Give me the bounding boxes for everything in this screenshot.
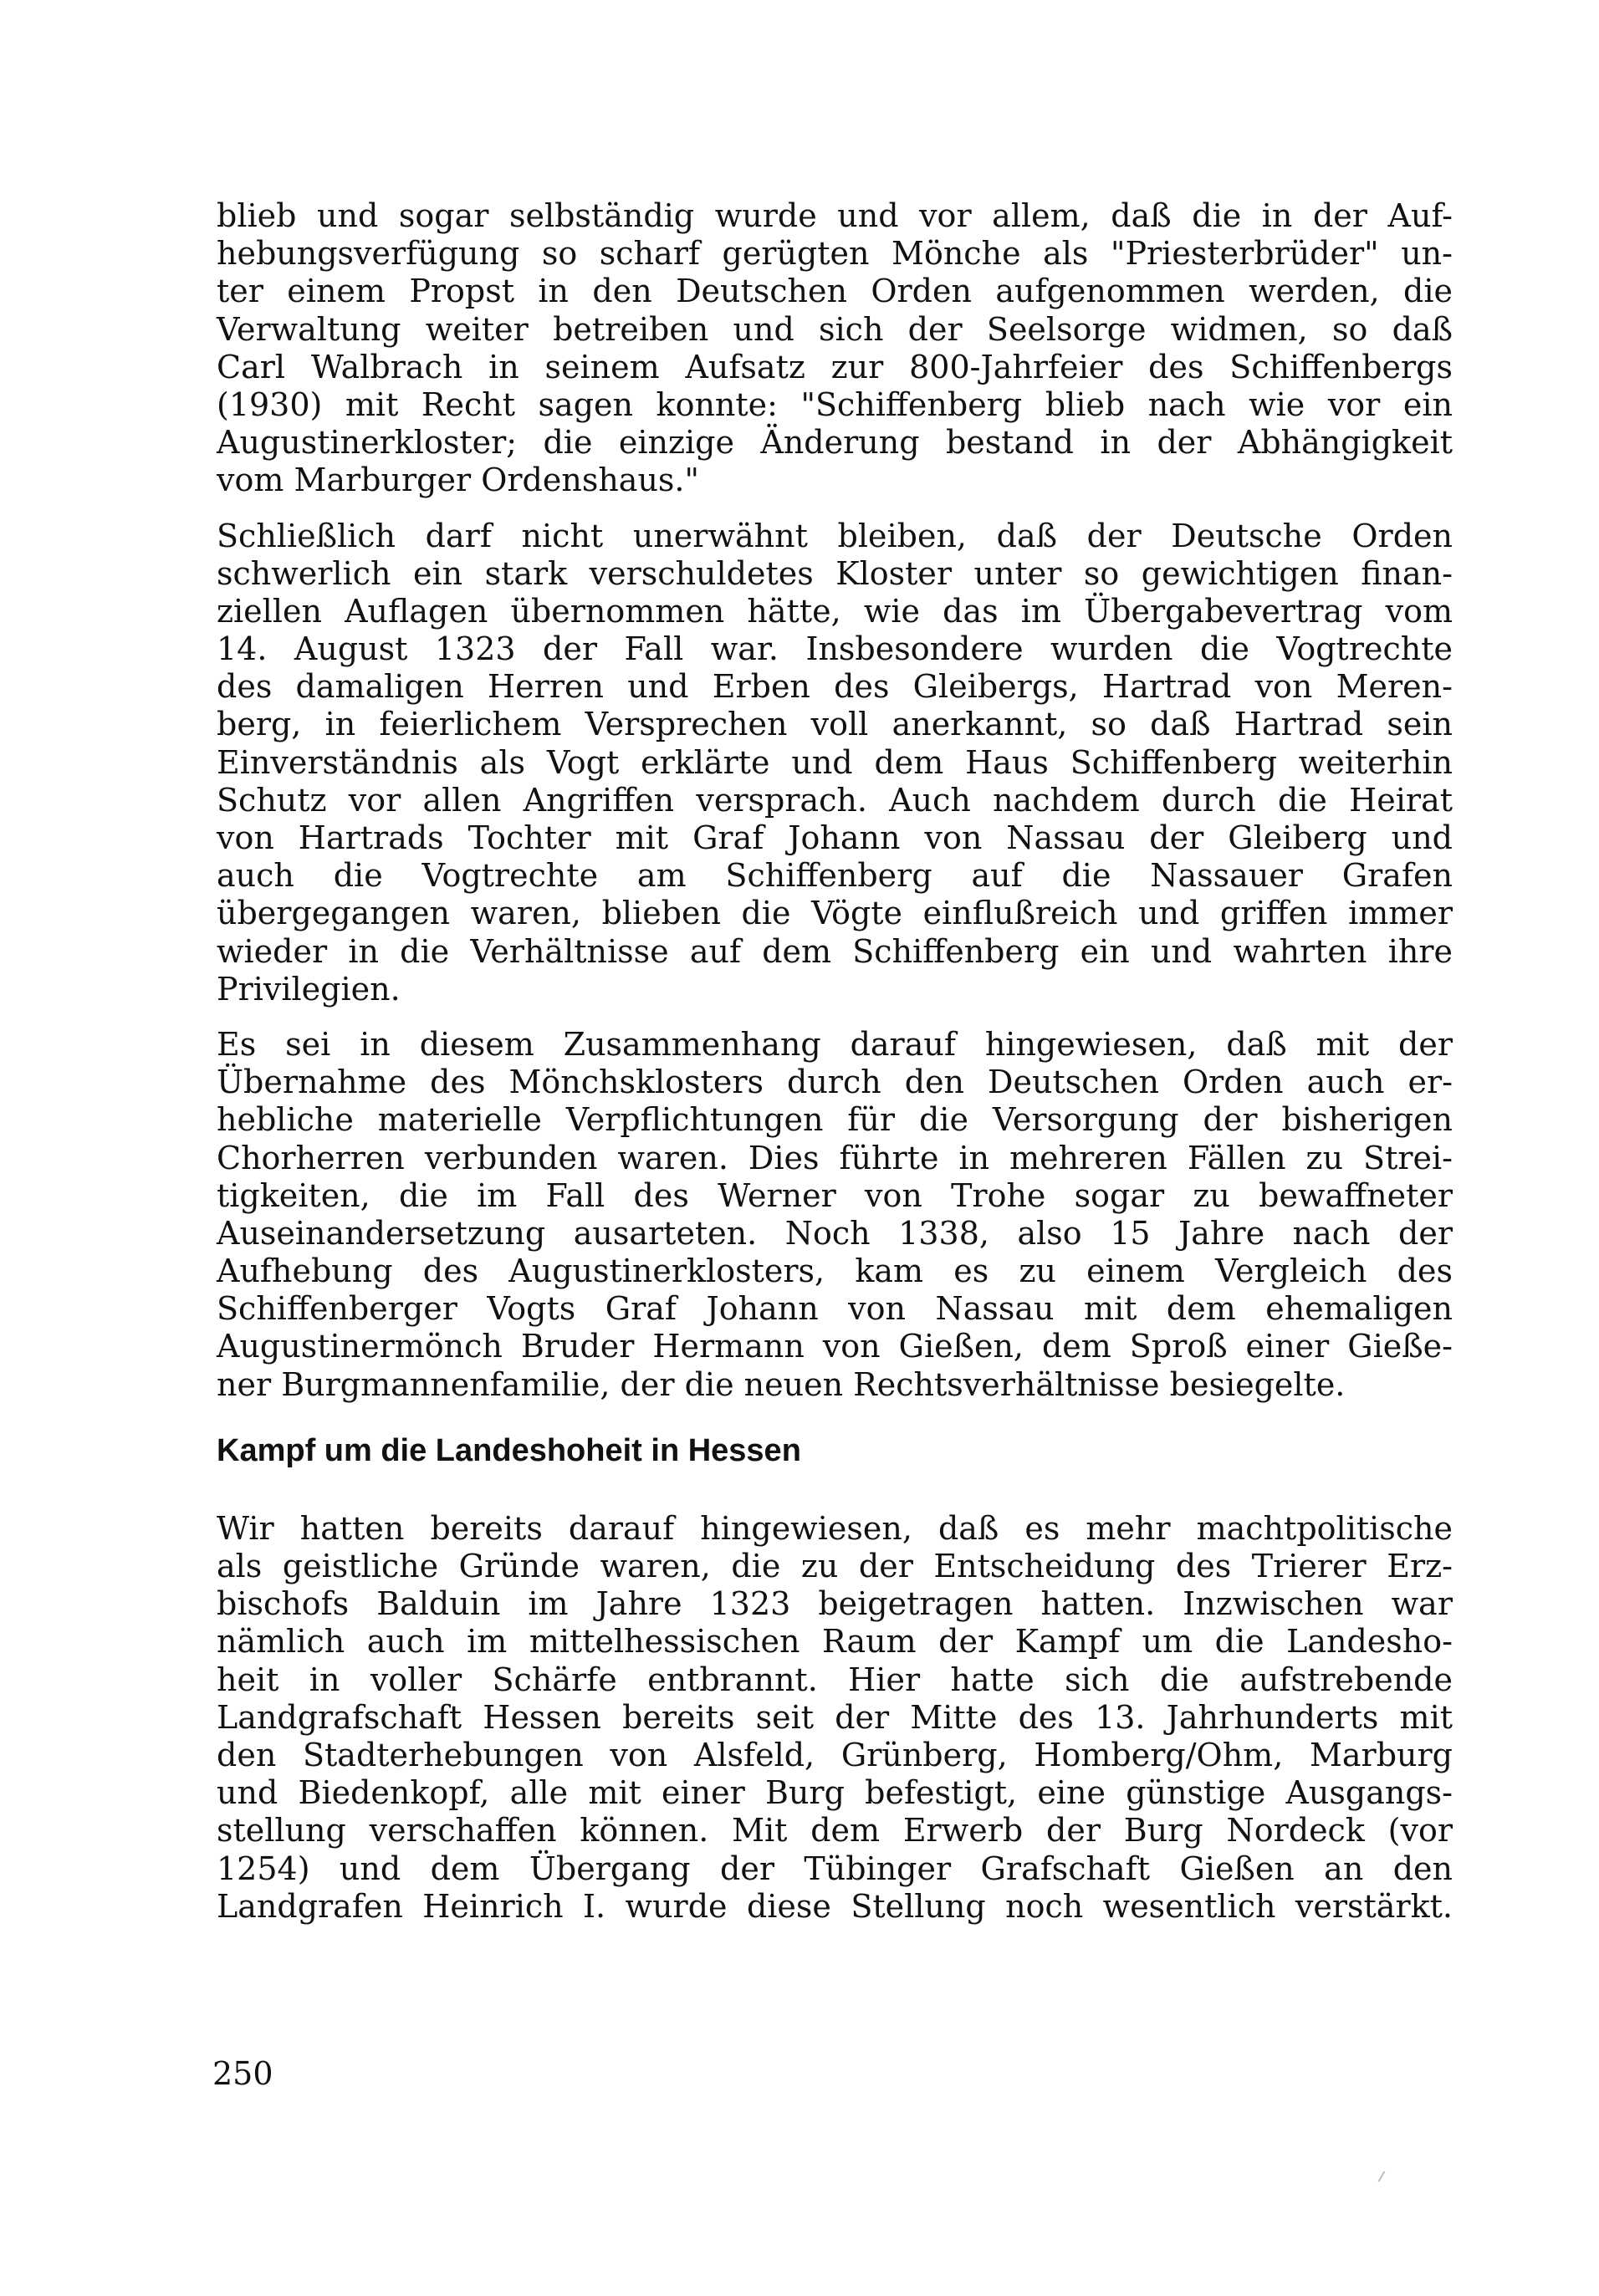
section-heading: Kampf um die Landeshoheit in Hessen xyxy=(217,1432,801,1468)
scan-speck xyxy=(1378,2171,1386,2181)
text-line: Verwaltung weiter betreiben und sich der Seelsorge widmen, so daß xyxy=(217,310,1453,348)
text-line: Augustinermönch Bruder Hermann von Gießen, dem Sproß einer Gieße- xyxy=(217,1328,1453,1365)
text-line: wieder in die Verhältnisse auf dem Schiffenberg ein und wahrten ihre xyxy=(217,932,1453,970)
text-line: von Hartrads Tochter mit Graf Johann von Nassau der Gleiberg und xyxy=(217,819,1453,856)
text-line: bischofs Balduin im Jahre 1323 beigetragen hatten. Inzwischen war xyxy=(217,1585,1453,1623)
text-line: hebungsverfügung so scharf gerügten Mönche als "Priesterbrüder" un- xyxy=(217,235,1453,273)
text-line: Landgrafen Heinrich I. wurde diese Stellung noch wesentlich verstärkt. xyxy=(217,1887,1453,1925)
text-line: 1254) und dem Übergang der Tübinger Grafschaft Gießen an den xyxy=(217,1850,1453,1887)
text-line: des damaligen Herren und Erben des Gleibergs, Hartrad von Meren- xyxy=(217,668,1453,706)
paragraph-walbrach-quote xyxy=(217,197,1453,500)
page-number: 250 xyxy=(212,2055,273,2092)
text-line: als geistliche Gründe waren, die zu der Entscheidung des Trierer Erz- xyxy=(217,1548,1453,1584)
text-line: Wir hatten bereits darauf hingewiesen, daß es mehr machtpolitische xyxy=(217,1509,1453,1547)
text-line: Privilegien. xyxy=(217,970,401,1008)
text-line: Einverständnis als Vogt erklärte und dem Haus Schiffenberg weiterhin xyxy=(217,743,1453,781)
text-line: 14. August 1323 der Fall war. Insbesondere wurden die Vogtrechte xyxy=(217,630,1453,668)
text-line: Auseinandersetzung ausarteten. Noch 1338, also 15 Jahre nach der xyxy=(217,1214,1453,1252)
text-line: tigkeiten, die im Fall des Werner von Trohe sogar zu bewaffneter xyxy=(217,1176,1453,1214)
text-line: Landgrafschaft Hessen bereits seit der Mitte des 13. Jahrhunderts mit xyxy=(217,1698,1453,1736)
text-line: Chorherren verbunden waren. Dies führte in mehreren Fällen zu Strei- xyxy=(217,1139,1453,1176)
paragraph-landeshoheit xyxy=(217,1510,1453,1926)
text-line: (1930) mit Recht sagen konnte: "Schiffenberg blieb nach wie vor ein xyxy=(217,385,1453,423)
text-line: Schutz vor allen Angriffen versprach. Auch nachdem durch die Heirat xyxy=(217,781,1453,819)
paragraph-vogtrechte xyxy=(217,518,1453,1008)
text-line: blieb und sogar selbständig wurde und vor allem, daß die in der Auf- xyxy=(217,197,1453,234)
text-line: stellung verschaffen können. Mit dem Erwerb der Burg Nordeck (vor xyxy=(217,1812,1453,1850)
text-line: Übernahme des Mönchsklosters durch den Deutschen Orden auch er- xyxy=(217,1064,1453,1101)
text-line: ner Burgmannenfamilie, der die neuen Rechtsverhältnisse besiegelte. xyxy=(217,1365,1346,1403)
text-line: Es sei in diesem Zusammenhang darauf hingewiesen, daß mit der xyxy=(217,1025,1453,1063)
text-line: Schiffenberger Vogts Graf Johann von Nassau mit dem ehemaligen xyxy=(217,1290,1453,1328)
text-line: ter einem Propst in den Deutschen Orden aufgenommen werden, die xyxy=(217,273,1453,310)
paragraph-verpflichtungen xyxy=(217,1026,1453,1404)
text-line: hebliche materielle Verpflichtungen für die Versorgung der bisherigen xyxy=(217,1101,1453,1139)
text-line: heit in voller Schärfe entbrannt. Hier hatte sich die aufstrebende xyxy=(217,1661,1453,1698)
text-line: übergegangen waren, blieben die Vögte einflußreich und griffen immer xyxy=(217,895,1453,932)
text-line: Augustinerkloster; die einzige Änderung bestand in der Abhängigkeit xyxy=(217,424,1453,462)
text-line: ziellen Auflagen übernommen hätte, wie das im Übergabevertrag vom xyxy=(217,592,1453,630)
text-line: Aufhebung des Augustinerklosters, kam es zu einem Vergleich des xyxy=(217,1253,1453,1290)
page-body xyxy=(217,197,1453,1943)
text-line: vom Marburger Ordenshaus." xyxy=(217,462,699,499)
text-line: Carl Walbrach in seinem Aufsatz zur 800-Jahrfeier des Schiffenbergs xyxy=(217,348,1453,385)
text-line: den Stadterhebungen von Alsfeld, Grünberg, Homberg/Ohm, Marburg xyxy=(217,1736,1453,1773)
text-line: auch die Vogtrechte am Schiffenberg auf die Nassauer Grafen xyxy=(217,857,1453,895)
text-line: und Biedenkopf, alle mit einer Burg befestigt, eine günstige Ausgangs- xyxy=(217,1774,1453,1812)
text-line: schwerlich ein stark verschuldetes Kloster unter so gewichtigen finan- xyxy=(217,554,1453,592)
text-line: Schließlich darf nicht unerwähnt bleiben, daß der Deutsche Orden xyxy=(217,517,1453,554)
text-line: berg, in feierlichem Versprechen voll anerkannt, so daß Hartrad sein xyxy=(217,706,1453,743)
text-line: nämlich auch im mittelhessischen Raum der Kampf um die Landesho- xyxy=(217,1623,1453,1661)
